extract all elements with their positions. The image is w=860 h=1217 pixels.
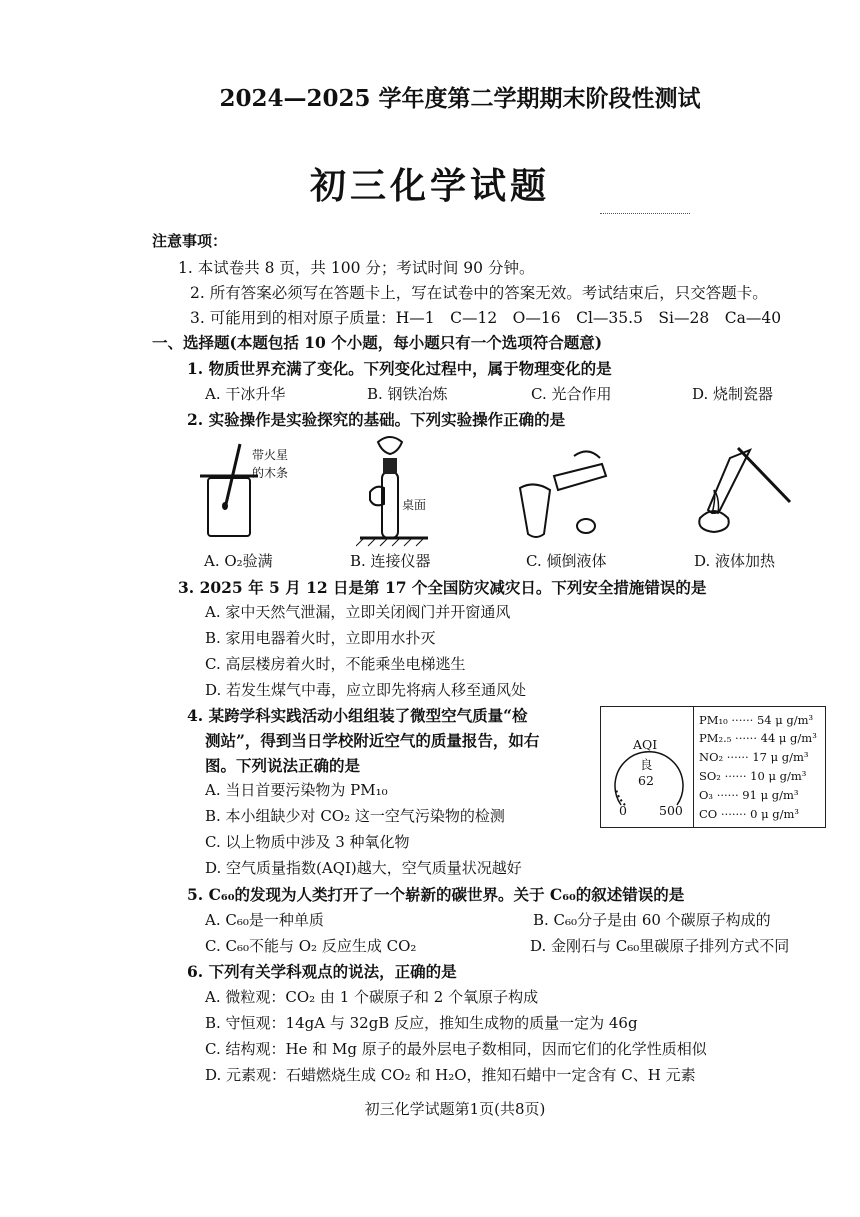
oxygen-test-diagram <box>196 438 306 548</box>
option-c: C. C₆₀不能与 O₂ 反应生成 CO₂ <box>205 937 417 955</box>
option-c: C. 倾倒液体 <box>526 552 607 570</box>
pollutant-name: SO₂ <box>699 769 721 783</box>
option-d: D. 烧制瓷器 <box>692 385 774 403</box>
option-d: D. 金刚石与 C₆₀里碳原子排列方式不同 <box>530 937 790 955</box>
pollutant-value: 10 μ g/m³ <box>750 769 807 783</box>
option-d: D. 若发生煤气中毒，应立即先将病人移至通风处 <box>205 681 527 699</box>
pour-liquid-diagram <box>514 442 614 542</box>
pollutant-value: 91 μ g/m³ <box>742 788 799 802</box>
question-stem: 6. 下列有关学科观点的说法，正确的是 <box>187 962 457 981</box>
note-item: 3. 可能用到的相对原子质量：H—1 C—12 O—16 Cl—35.5 Si—28 Ca—40 <box>190 309 782 327</box>
pollutant-row <box>699 750 809 764</box>
aqi-grade: 良 <box>640 757 653 772</box>
leader-dots: ······ <box>716 788 739 802</box>
pollutant-value: 0 μ g/m³ <box>750 807 799 821</box>
pollutant-value: 54 μ g/m³ <box>756 713 814 727</box>
title-divider <box>600 213 690 214</box>
leader-dots: ······· <box>720 807 747 821</box>
question-stem: 1. 物质世界充满了变化。下列变化过程中，属于物理变化的是 <box>187 359 612 378</box>
question-stem: 2. 实验操作是实验探究的基础。下列实验操作正确的是 <box>187 410 566 429</box>
heat-liquid-diagram <box>690 440 800 544</box>
leader-dots: ······ <box>735 731 757 745</box>
aqi-label: AQI <box>633 737 658 752</box>
pollutant-name: PM₂.₅ <box>699 731 732 745</box>
option-b: B. 守恒观：14gA 与 32gB 反应，推知生成物的质量一定为 46g <box>205 1014 638 1032</box>
pollutant-name: NO₂ <box>699 750 724 764</box>
option-d: D. 元素观：石蜡燃烧生成 CO₂ 和 H₂O，推知石蜡中一定含有 C、H 元素 <box>205 1066 696 1084</box>
splint-label: 带火星 <box>252 448 289 462</box>
option-c: C. 以上物质中涉及 3 种氧化物 <box>205 833 410 851</box>
page-footer: 初三化学试题第1页(共8页) <box>364 1100 546 1118</box>
note-item: 2. 所有答案必须写在答题卡上，写在试卷中的答案无效。考试结束后，只交答题卡。 <box>190 284 768 302</box>
option-a: A. 干冰升华 <box>205 385 286 403</box>
pollutant-row <box>699 731 817 745</box>
option-c: C. 光合作用 <box>531 385 612 403</box>
pollutant-row <box>699 713 813 727</box>
option-b: B. 钢铁冶炼 <box>367 385 448 403</box>
question-stem: 4. 某跨学科实践活动小组组装了微型空气质量“检 <box>187 706 528 725</box>
pollutant-row <box>699 769 806 783</box>
pollutant-value: 44 μ g/m³ <box>760 731 817 745</box>
connect-apparatus-diagram <box>356 432 436 548</box>
question-stem: 3. 2025 年 5 月 12 日是第 17 个全国防灾减灾日。下列安全措施错误的是 <box>178 578 707 597</box>
option-a: A. 家中天然气泄漏，立即关闭阀门并开窗通风 <box>205 603 511 621</box>
option-c: C. 高层楼房着火时，不能乘坐电梯逃生 <box>205 655 466 673</box>
leader-dots: ······ <box>731 713 754 727</box>
question-stem: 测站”，得到当日学校附近空气的质量报告，如右 <box>205 731 540 750</box>
option-d: D. 液体加热 <box>694 552 776 570</box>
option-a: A. 当日首要污染物为 PM₁₀ <box>205 781 388 799</box>
option-b: B. 连接仪器 <box>350 552 431 570</box>
report-divider <box>693 707 694 827</box>
option-b: B. 本小组缺少对 CO₂ 这一空气污染物的检测 <box>205 807 505 825</box>
option-a: A. O₂验满 <box>204 552 273 570</box>
pollutant-row <box>699 788 798 802</box>
option-b: B. C₆₀分子是由 60 个碳原子构成的 <box>533 911 771 929</box>
option-a: A. C₆₀是一种单质 <box>205 911 324 929</box>
air-quality-report <box>600 706 826 828</box>
option-a: A. 微粒观：CO₂ 由 1 个碳原子和 2 个氧原子构成 <box>205 988 539 1006</box>
pollutant-name: PM₁₀ <box>699 713 728 727</box>
note-item: 1. 本试卷共 8 页，共 100 分；考试时间 90 分钟。 <box>178 259 535 277</box>
aqi-max: 500 <box>659 803 683 818</box>
pollutant-value: 17 μ g/m³ <box>752 750 809 764</box>
exam-header: 2024—2025 学年度第二学期期末阶段性测试 <box>219 85 701 112</box>
leader-dots: ······ <box>726 750 749 764</box>
notes-heading: 注意事项： <box>152 232 228 250</box>
option-d: D. 空气质量指数(AQI)越大，空气质量状况越好 <box>205 859 522 877</box>
desk-label: 桌面 <box>402 498 427 512</box>
aqi-min: 0 <box>619 803 627 818</box>
section-heading: 一、选择题(本题包括 10 个小题，每小题只有一个选项符合题意) <box>152 333 603 352</box>
question-stem: 图。下列说法正确的是 <box>205 756 361 775</box>
pollutant-row <box>699 807 799 821</box>
question-stem: 5. C₆₀的发现为人类打开了一个崭新的碳世界。关于 C₆₀的叙述错误的是 <box>187 885 685 904</box>
pollutant-name: O₃ <box>699 788 714 802</box>
splint-label: 的木条 <box>252 466 289 480</box>
pollutant-name: CO <box>699 807 718 821</box>
option-b: B. 家用电器着火时，立即用水扑灭 <box>205 629 436 647</box>
leader-dots: ······ <box>724 769 747 783</box>
aqi-value: 62 <box>638 773 654 788</box>
option-c: C. 结构观：He 和 Mg 原子的最外层电子数相同，因而它们的化学性质相似 <box>205 1040 707 1058</box>
page-title: 初三化学试题 <box>309 165 550 207</box>
